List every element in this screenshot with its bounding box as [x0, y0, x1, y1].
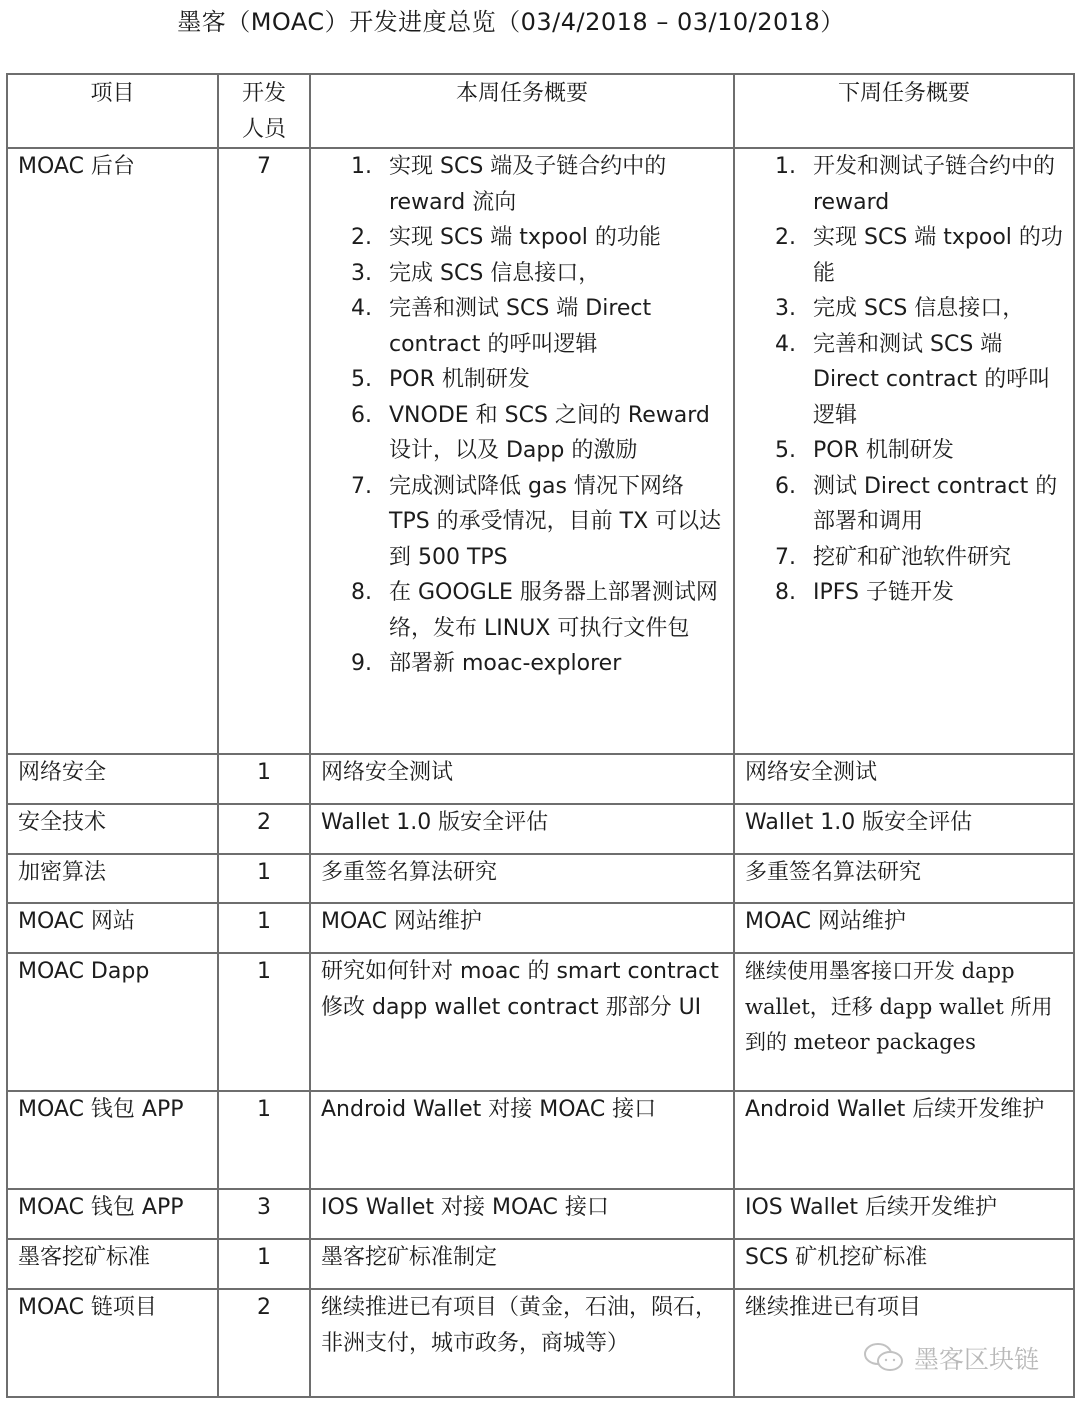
task-text: IPFS 子链开发	[813, 580, 954, 605]
task-text: POR 机制研发	[389, 367, 530, 392]
task-number: 2.	[351, 225, 372, 250]
table-row	[7, 754, 1074, 804]
task-number: 5.	[775, 438, 796, 463]
task-item	[351, 398, 729, 469]
header-developers-label: 开发人员	[241, 81, 286, 142]
developers-cell: 1	[218, 903, 310, 953]
task-item	[351, 149, 729, 220]
task-item	[775, 469, 1069, 540]
this-week-cell	[310, 148, 734, 754]
this-week-cell: 研究如何针对 moac 的 smart contract 修改 dapp wallet contract 那部分 UI	[310, 953, 734, 1091]
task-number: 6.	[351, 402, 372, 428]
task-text: POR 机制研发	[813, 438, 954, 463]
next-week-cell: SCS 矿机挖矿标准	[734, 1239, 1074, 1289]
table-row	[7, 903, 1074, 953]
table-row	[7, 1189, 1074, 1239]
developers-cell: 1	[218, 1239, 310, 1289]
project-cell: 安全技术	[7, 804, 218, 854]
header-row	[7, 74, 1074, 148]
task-text: 测试 Direct contract 的部署和调用	[813, 473, 1058, 534]
table-row	[7, 1239, 1074, 1289]
next-week-cell: MOAC 网站维护	[734, 903, 1074, 953]
this-week-cell: 继续推进已有项目（黄金，石油，陨石，非洲支付，城市政务，商城等）	[310, 1289, 734, 1397]
task-number: 8.	[351, 580, 372, 605]
task-text: 部署新 moac-explorer	[389, 651, 622, 676]
developers-cell: 1	[218, 1091, 310, 1189]
table-row	[7, 953, 1074, 1091]
project-cell: MOAC 钱包 APP	[7, 1189, 218, 1239]
task-number: 1.	[775, 154, 796, 179]
task-item	[775, 540, 1069, 576]
task-number: 3.	[775, 296, 796, 321]
developers-cell: 2	[218, 1289, 310, 1397]
this-week-task-list	[351, 149, 729, 682]
task-number: 3.	[351, 260, 372, 286]
task-text: 完善和测试 SCS 端 Direct contract 的呼叫逻辑	[389, 296, 652, 357]
project-cell: MOAC Dapp	[7, 953, 218, 1091]
header-this-week: 本周任务概要	[310, 74, 734, 148]
this-week-cell: IOS Wallet 对接 MOAC 接口	[310, 1189, 734, 1239]
task-item	[775, 220, 1069, 291]
task-number: 7.	[351, 473, 372, 499]
next-week-task-list	[775, 149, 1069, 611]
task-text: 实现 SCS 端 txpool 的功能	[389, 225, 661, 250]
task-item	[775, 433, 1069, 469]
task-text: 完成 SCS 信息接口，	[389, 260, 601, 286]
task-item	[775, 149, 1069, 220]
task-text: 实现 SCS 端 txpool 的功能	[813, 225, 1063, 286]
task-item	[351, 362, 729, 398]
task-text: 完善和测试 SCS 端 Direct contract 的呼叫逻辑	[813, 331, 1051, 428]
task-text: VNODE 和 SCS 之间的 Reward 设计，以及 Dapp 的激励	[389, 402, 710, 463]
task-item	[351, 469, 729, 576]
header-project: 项目	[7, 74, 218, 148]
this-week-cell: Android Wallet 对接 MOAC 接口	[310, 1091, 734, 1189]
task-number: 6.	[775, 473, 796, 499]
next-week-cell: 继续使用墨客接口开发 dapp wallet，迁移 dapp wallet 所用到的 meteor packages	[734, 953, 1074, 1091]
task-number: 9.	[351, 651, 372, 676]
next-week-cell: IOS Wallet 后续开发维护	[734, 1189, 1074, 1239]
task-number: 8.	[775, 580, 796, 605]
this-week-cell: Wallet 1.0 版安全评估	[310, 804, 734, 854]
task-number: 1.	[351, 154, 372, 179]
table-row	[7, 148, 1074, 754]
table-row	[7, 854, 1074, 903]
task-text: 完成测试降低 gas 情况下网络 TPS 的承受情况，目前 TX 可以达到 500 TPS	[389, 473, 722, 570]
developers-cell: 1	[218, 754, 310, 804]
project-cell: 加密算法	[7, 854, 218, 903]
table-row	[7, 1091, 1074, 1189]
task-item	[775, 575, 1069, 611]
watermark-text: 墨客区块链	[914, 1345, 1040, 1374]
task-item	[351, 646, 729, 682]
document-title: 墨客（MOAC）开发进度总览（03/4/2018 – 03/10/2018）	[177, 8, 845, 36]
task-number: 2.	[775, 225, 796, 250]
project-cell: MOAC 钱包 APP	[7, 1091, 218, 1189]
progress-table	[6, 73, 1075, 1398]
next-week-cell: Wallet 1.0 版安全评估	[734, 804, 1074, 854]
next-week-cell: 网络安全测试	[734, 754, 1074, 804]
next-week-cell: 继续推进已有项目	[734, 1289, 1074, 1397]
table-row	[7, 804, 1074, 854]
header-developers	[218, 74, 310, 148]
task-text: 开发和测试子链合约中的 reward	[813, 154, 1056, 215]
task-text: 实现 SCS 端及子链合约中的 reward 流向	[389, 154, 667, 215]
this-week-cell: 网络安全测试	[310, 754, 734, 804]
task-number: 5.	[351, 367, 372, 392]
task-number: 4.	[775, 331, 796, 357]
this-week-cell: MOAC 网站维护	[310, 903, 734, 953]
task-item	[351, 256, 729, 292]
task-number: 4.	[351, 296, 372, 321]
developers-cell: 3	[218, 1189, 310, 1239]
developers-cell: 1	[218, 953, 310, 1091]
task-text: 挖矿和矿池软件研究	[813, 544, 1012, 570]
next-week-cell	[734, 148, 1074, 754]
task-item	[351, 220, 729, 256]
task-item	[351, 575, 729, 646]
this-week-cell: 墨客挖矿标准制定	[310, 1239, 734, 1289]
task-text: 完成 SCS 信息接口，	[813, 296, 1025, 321]
wechat-icon	[862, 1341, 906, 1375]
project-cell: MOAC 链项目	[7, 1289, 218, 1397]
developers-cell: 1	[218, 854, 310, 903]
project-cell: MOAC 后台	[7, 148, 218, 754]
task-item	[351, 291, 729, 362]
project-cell: 网络安全	[7, 754, 218, 804]
task-number: 7.	[775, 544, 796, 570]
next-week-cell: Android Wallet 后续开发维护	[734, 1091, 1074, 1189]
header-next-week: 下周任务概要	[734, 74, 1074, 148]
next-week-cell: 多重签名算法研究	[734, 854, 1074, 903]
developers-cell: 2	[218, 804, 310, 854]
task-item	[775, 291, 1069, 327]
project-cell: MOAC 网站	[7, 903, 218, 953]
watermark	[862, 1340, 1039, 1376]
project-cell: 墨客挖矿标准	[7, 1239, 218, 1289]
this-week-cell: 多重签名算法研究	[310, 854, 734, 903]
developers-cell: 7	[218, 148, 310, 754]
task-item	[775, 327, 1069, 434]
task-text: 在 GOOGLE 服务器上部署测试网络，发布 LINUX 可执行文件包	[389, 580, 718, 641]
